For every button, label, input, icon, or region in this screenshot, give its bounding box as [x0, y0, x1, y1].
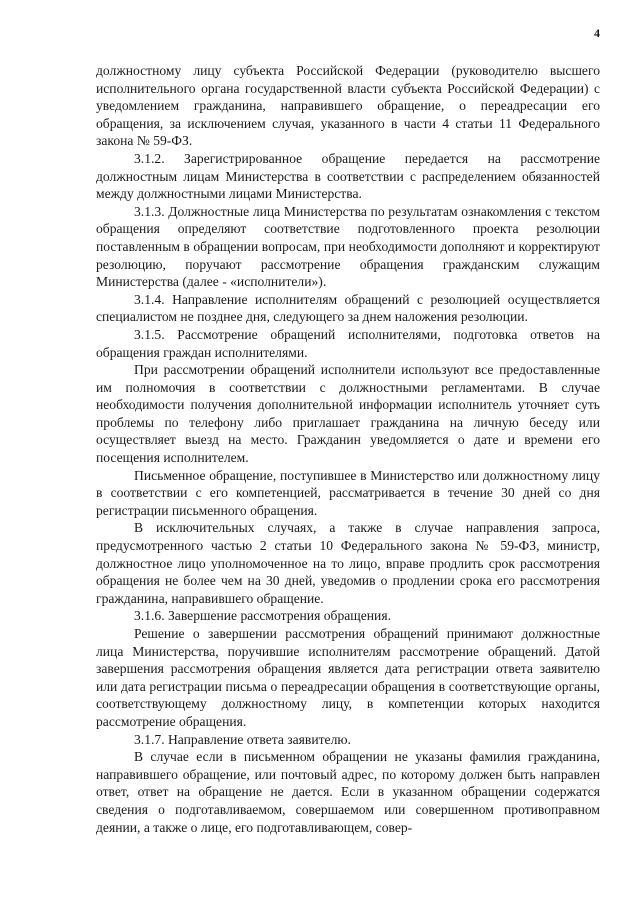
- paragraph-3-1-6: 3.1.6. Завершение рассмотрения обращения.: [134, 608, 391, 624]
- paragraph-continuation: должностному лицу субъекта Российской Федерации (руководителю высшего исполнительного органа государственной власти субъекта Российской Федерации) с уведомлением гражданина, направившего обращение, о переадресации его обращения, за исключением случая, указанного в части 4 статьи 11 Федерального закона № 59-ФЗ.: [96, 63, 600, 149]
- paragraph-3-1-2: 3.1.2. Зарегистрированное обращение передается на рассмотрение должностным лицам Министерства в соответствии с распределением обязанностей между должностными лицами Министерства.: [96, 150, 600, 202]
- paragraph-completion-decision: Решение о завершении рассмотрения обращений принимают должностные лица Министерства, поручившие исполнителям рассмотрение обращений. Датой завершения рассмотрения обращения является дата регистрации ответа заявителю или дата регистрации письма о переадресации обращения в соответствующие органы, соответствующему должностному лицу, в компетенции которых находится рассмотрение обращения.: [96, 626, 600, 729]
- paragraph-3-1-3: 3.1.3. Должностные лица Министерства по результатам ознакомления с текстом обращения определяют соответствие подготовленного проекта резолюции поставленным в обращении вопросам, при необходимости дополняют и корректируют резолюцию, поручают рассмотрение обращения гражданским служащим Министерства (далее - «исполнители»).: [96, 203, 600, 290]
- paragraph-deadline-extension: В исключительных случаях, а также в случае направления запроса, предусмотренного частью 2 статьи 10 Федерального закона № 59-ФЗ, министр, должностное лицо уполномоченное на то лицо, вправе продлить срок рассмотрения обращения не более чем на 30 дней, уведомив о продлении срока его рассмотрения гражданина, направившего обращение.: [96, 520, 600, 606]
- paragraph-3-1-4: 3.1.4. Направление исполнителям обращений с резолюцией осуществляется специалистом не позднее дня, следующего за днем наложения резолюции.: [96, 291, 600, 325]
- paragraph-review-deadline: Письменное обращение, поступившее в Министерство или должностному лицу в соответствии с его компетенцией, рассматривается в течение 30 дней со дня регистрации письменного обращения.: [96, 467, 600, 518]
- paragraph-3-1-7: 3.1.7. Направление ответа заявителю.: [134, 731, 351, 747]
- page-number: 4: [594, 26, 600, 40]
- paragraph-3-1-5: 3.1.5. Рассмотрение обращений исполнителями, подготовка ответов на обращения граждан исполнителями.: [96, 326, 600, 360]
- paragraph-no-reply-cases: В случае если в письменном обращении не указаны фамилия гражданина, направившего обращение, или почтовый адрес, по которому должен быть направлен ответ, ответ на обращение не дается. Если в указанном обращении содержатся сведения о подготавливаемом, совершаемом или совершенном противоправном деянии, а также о лице, его подготавливающем, совер-: [96, 749, 600, 835]
- paragraph-review-powers: При рассмотрении обращений исполнители используют все предоставленные им полномочия в соответствии с должностными регламентами. В случае необходимости получения дополнительной информации исполнитель уточняет суть проблемы по телефону либо приглашает гражданина на личную беседу или осуществляет выезд на место. Гражданин уведомляется о дате и времени его посещения исполнителем.: [96, 362, 600, 466]
- document-body: [96, 62, 600, 836]
